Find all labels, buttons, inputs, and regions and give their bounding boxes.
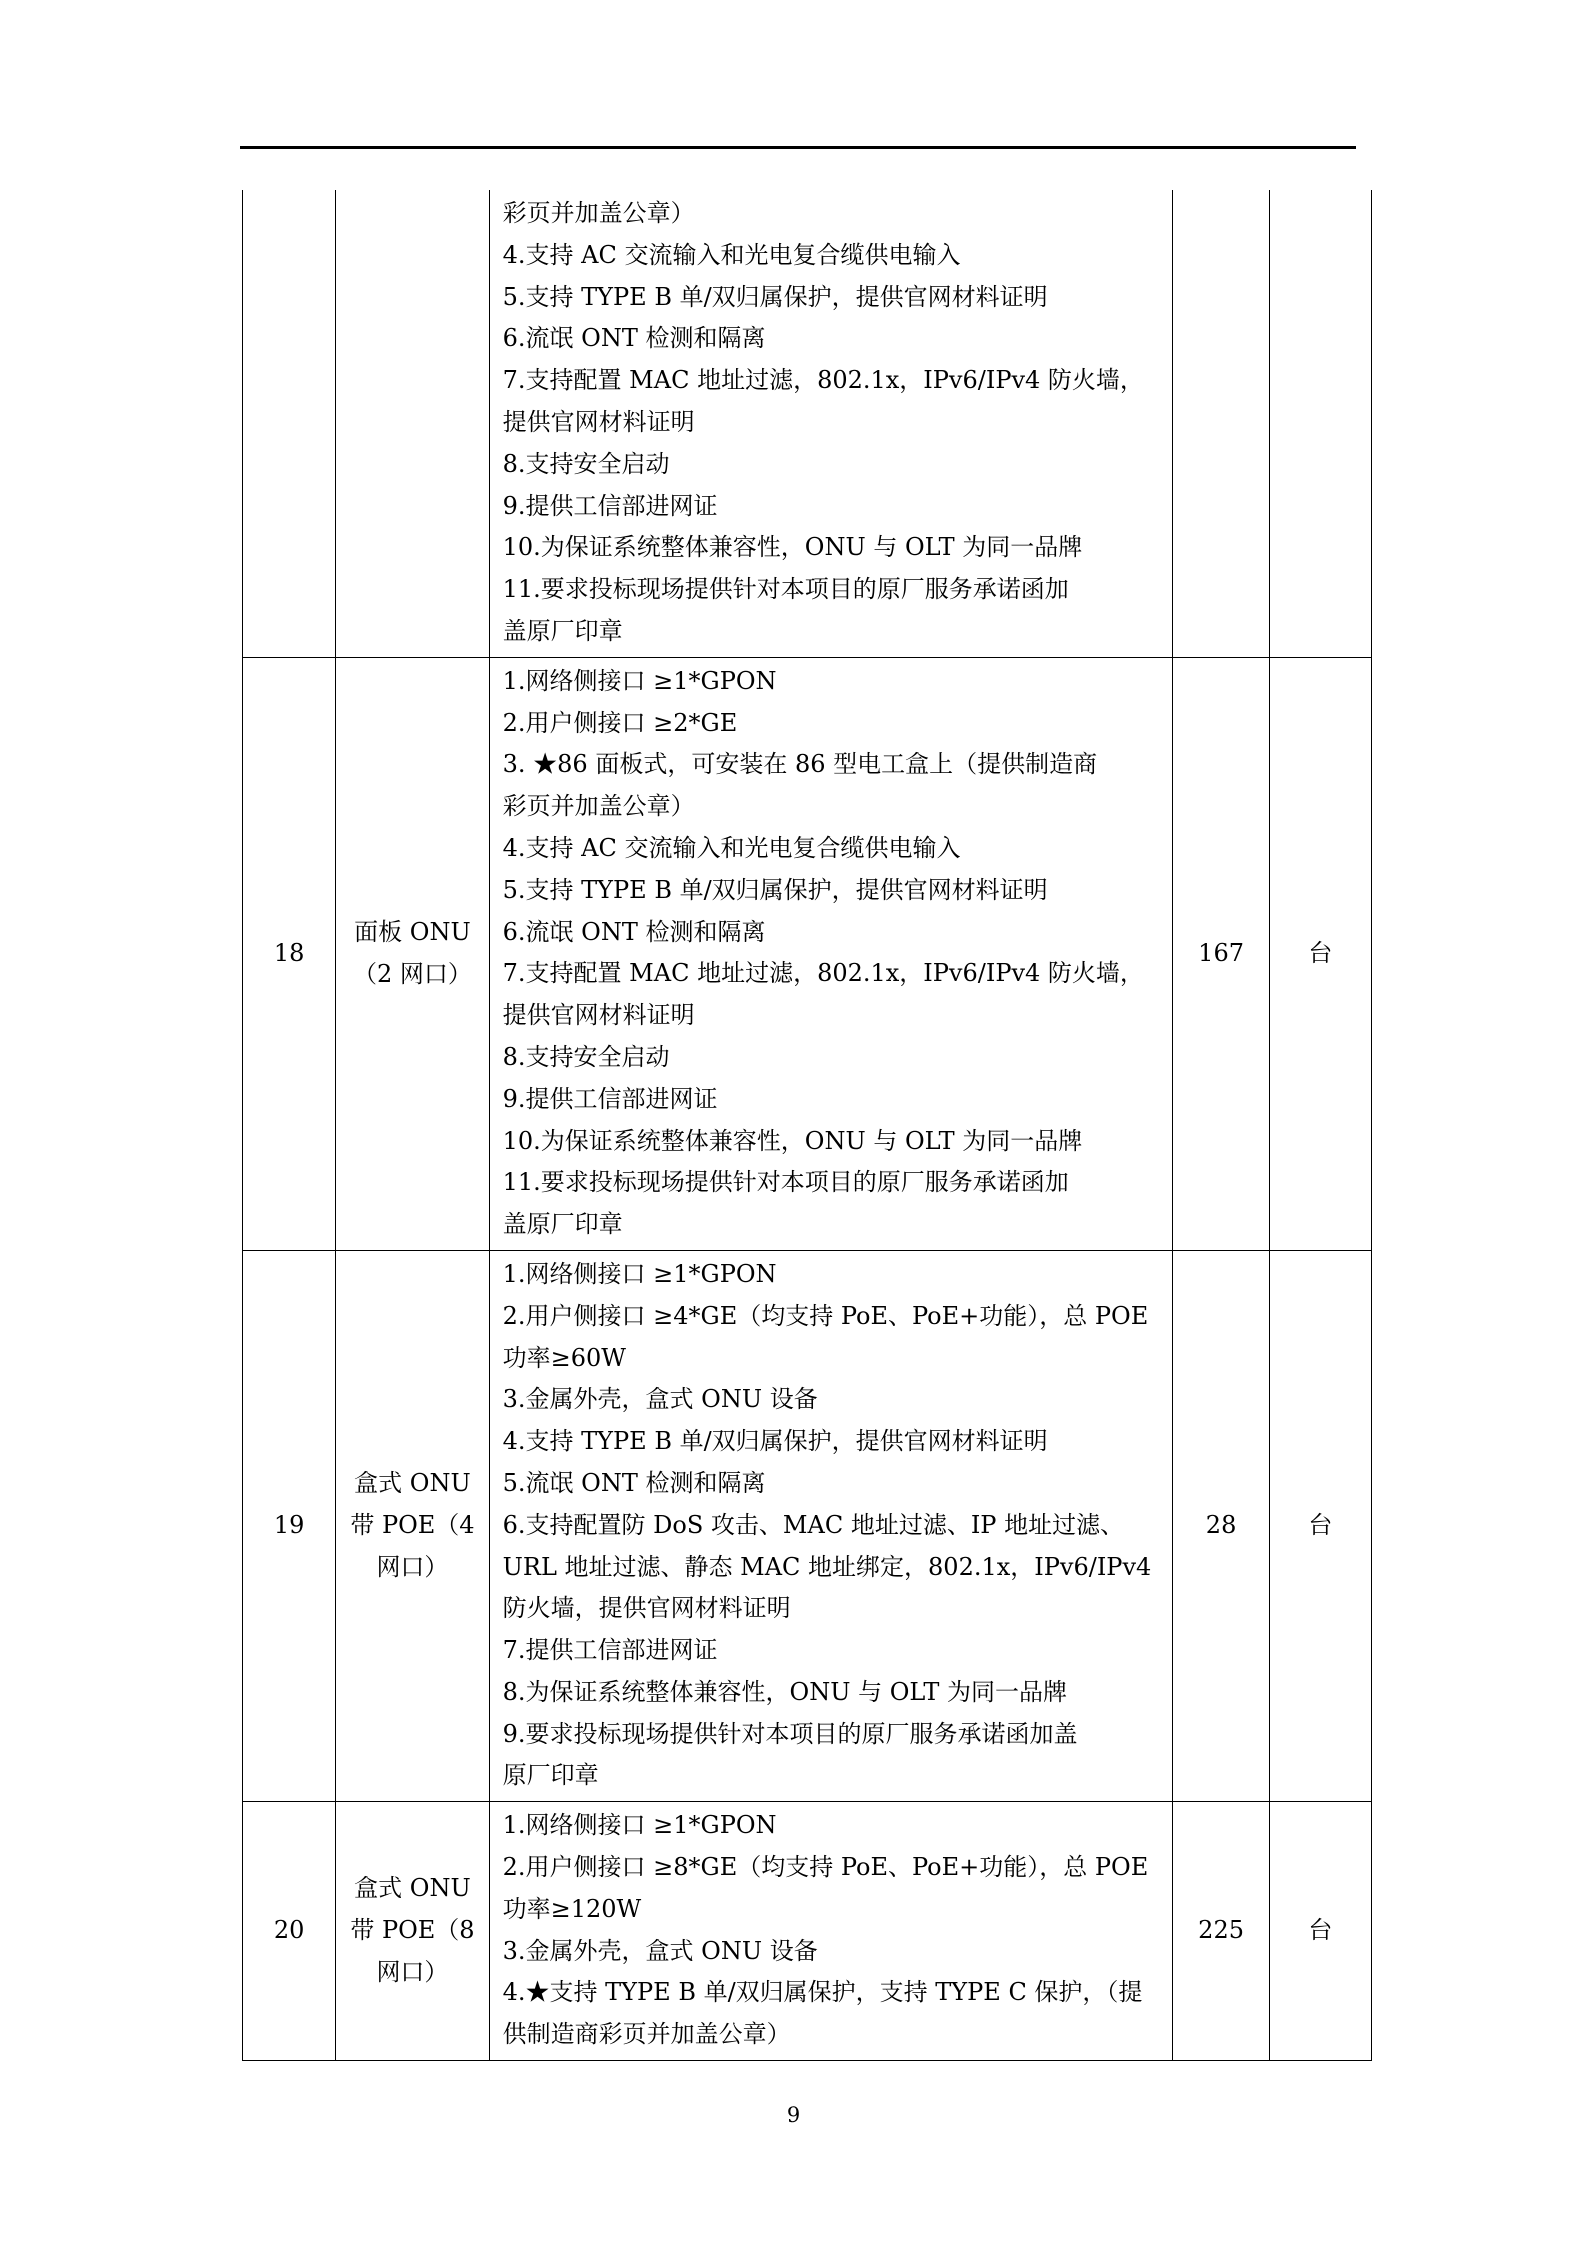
item-name-line: 网口） [376, 1958, 449, 1987]
spec-line: URL 地址过滤、静态 MAC 地址绑定，802.1x，IPv6/IPv4 [502, 1552, 1152, 1581]
item-unit-cell: 台 [1269, 657, 1371, 1250]
spec-line: 8.支持安全启动 [502, 449, 670, 478]
spec-line: 2.用户侧接口 ≥2*GE [502, 708, 738, 737]
spec-line: 4.支持 TYPE B 单/双归属保护，提供官网材料证明 [502, 1427, 1048, 1456]
item-spec-cell [489, 1802, 1173, 2061]
item-number-cell: 20 [243, 1802, 336, 2061]
spec-line: 9.要求投标现场提供针对本项目的原厂服务承诺函加盖 [502, 1719, 1078, 1748]
item-name-line: 面板 ONU [354, 918, 471, 947]
item-quantity-cell: 28 [1173, 1250, 1269, 1801]
item-name-cell [336, 1250, 489, 1801]
item-spec-cell [489, 657, 1173, 1250]
spec-line: 7.支持配置 MAC 地址过滤，802.1x，IPv6/IPv4 防火墙， [502, 366, 1144, 395]
spec-line: 3.金属外壳，盒式 ONU 设备 [502, 1936, 818, 1965]
item-unit-cell [1269, 190, 1371, 657]
item-unit-cell: 台 [1269, 1250, 1371, 1801]
spec-line: 原厂印章 [502, 1761, 599, 1790]
spec-line: 盖原厂印章 [502, 616, 623, 645]
spec-line: 8.为保证系统整体兼容性，ONU 与 OLT 为同一品牌 [502, 1677, 1067, 1706]
item-name-line: 带 POE（8 [350, 1916, 475, 1945]
item-name-cell [336, 190, 489, 657]
spec-line: 提供官网材料证明 [502, 407, 695, 436]
spec-line: 6.流氓 ONT 检测和隔离 [502, 324, 766, 353]
spec-line: 防火墙，提供官网材料证明 [502, 1594, 791, 1623]
item-name-cell [336, 657, 489, 1250]
spec-line: 11.要求投标现场提供针对本项目的原厂服务承诺函加 [502, 1168, 1069, 1197]
spec-line: 提供官网材料证明 [502, 1001, 695, 1030]
item-quantity-cell: 225 [1173, 1802, 1269, 2061]
item-number-cell [243, 190, 336, 657]
item-name-line: （2 网口） [352, 959, 472, 988]
item-name-line: 盒式 ONU [354, 1874, 471, 1903]
item-number-cell: 18 [243, 657, 336, 1250]
spec-line: 1.网络侧接口 ≥1*GPON [502, 1259, 777, 1288]
item-quantity-cell: 167 [1173, 657, 1269, 1250]
page-number: 9 [786, 2103, 801, 2127]
spec-line: 5.支持 TYPE B 单/双归属保护，提供官网材料证明 [502, 282, 1048, 311]
spec-line: 2.用户侧接口 ≥4*GE（均支持 PoE、PoE+功能），总 POE [502, 1301, 1149, 1330]
spec-line: 彩页并加盖公章） [502, 792, 695, 821]
spec-table [242, 190, 1372, 2061]
spec-line: 2.用户侧接口 ≥8*GE（均支持 PoE、PoE+功能），总 POE [502, 1853, 1149, 1882]
item-name-line: 带 POE（4 [350, 1511, 475, 1540]
spec-line: 7.提供工信部进网证 [502, 1636, 718, 1665]
spec-line: 3. ★86 面板式，可安装在 86 型电工盒上（提供制造商 [502, 750, 1098, 779]
spec-line: 8.支持安全启动 [502, 1042, 670, 1071]
spec-line: 盖原厂印章 [502, 1210, 623, 1239]
item-name-line: 网口） [376, 1553, 449, 1581]
item-name-cell [336, 1802, 489, 2061]
spec-line: 5.支持 TYPE B 单/双归属保护，提供官网材料证明 [502, 875, 1048, 904]
spec-line: 4.支持 AC 交流输入和光电复合缆供电输入 [502, 240, 961, 269]
spec-line: 10.为保证系统整体兼容性，ONU 与 OLT 为同一品牌 [502, 533, 1083, 562]
spec-line: 彩页并加盖公章） [502, 199, 695, 227]
table-body [243, 190, 1372, 2061]
spec-line: 11.要求投标现场提供针对本项目的原厂服务承诺函加 [502, 575, 1069, 604]
spec-line: 1.网络侧接口 ≥1*GPON [502, 666, 777, 695]
spec-line: 供制造商彩页并加盖公章） [502, 2020, 791, 2049]
spec-line: 4.支持 AC 交流输入和光电复合缆供电输入 [502, 833, 961, 862]
spec-line: 5.流氓 ONT 检测和隔离 [502, 1468, 766, 1497]
spec-line: 功率≥60W [502, 1343, 626, 1372]
item-name-line: 盒式 ONU [354, 1469, 471, 1498]
table-row [243, 657, 1372, 1250]
item-unit-cell: 台 [1269, 1802, 1371, 2061]
header-rule [240, 146, 1356, 149]
spec-line: 3.金属外壳，盒式 ONU 设备 [502, 1385, 818, 1414]
table-row [243, 190, 1372, 657]
spec-line: 6.流氓 ONT 检测和隔离 [502, 917, 766, 946]
item-spec-cell [489, 190, 1173, 657]
spec-line: 10.为保证系统整体兼容性，ONU 与 OLT 为同一品牌 [502, 1126, 1083, 1155]
spec-line: 6.支持配置防 DoS 攻击、MAC 地址过滤、IP 地址过滤、 [502, 1510, 1125, 1539]
table-row [243, 1802, 1372, 2061]
spec-line: 4.★支持 TYPE B 单/双归属保护，支持 TYPE C 保护，（提 [502, 1978, 1143, 2007]
spec-line: 1.网络侧接口 ≥1*GPON [502, 1811, 777, 1840]
spec-line: 7.支持配置 MAC 地址过滤，802.1x，IPv6/IPv4 防火墙， [502, 959, 1144, 988]
spec-line: 功率≥120W [502, 1894, 642, 1923]
spec-line: 9.提供工信部进网证 [502, 1084, 718, 1113]
item-quantity-cell [1173, 190, 1269, 657]
item-spec-cell [489, 1250, 1173, 1801]
table-row [243, 1250, 1372, 1801]
item-number-cell: 19 [243, 1250, 336, 1801]
spec-line: 9.提供工信部进网证 [502, 491, 718, 520]
